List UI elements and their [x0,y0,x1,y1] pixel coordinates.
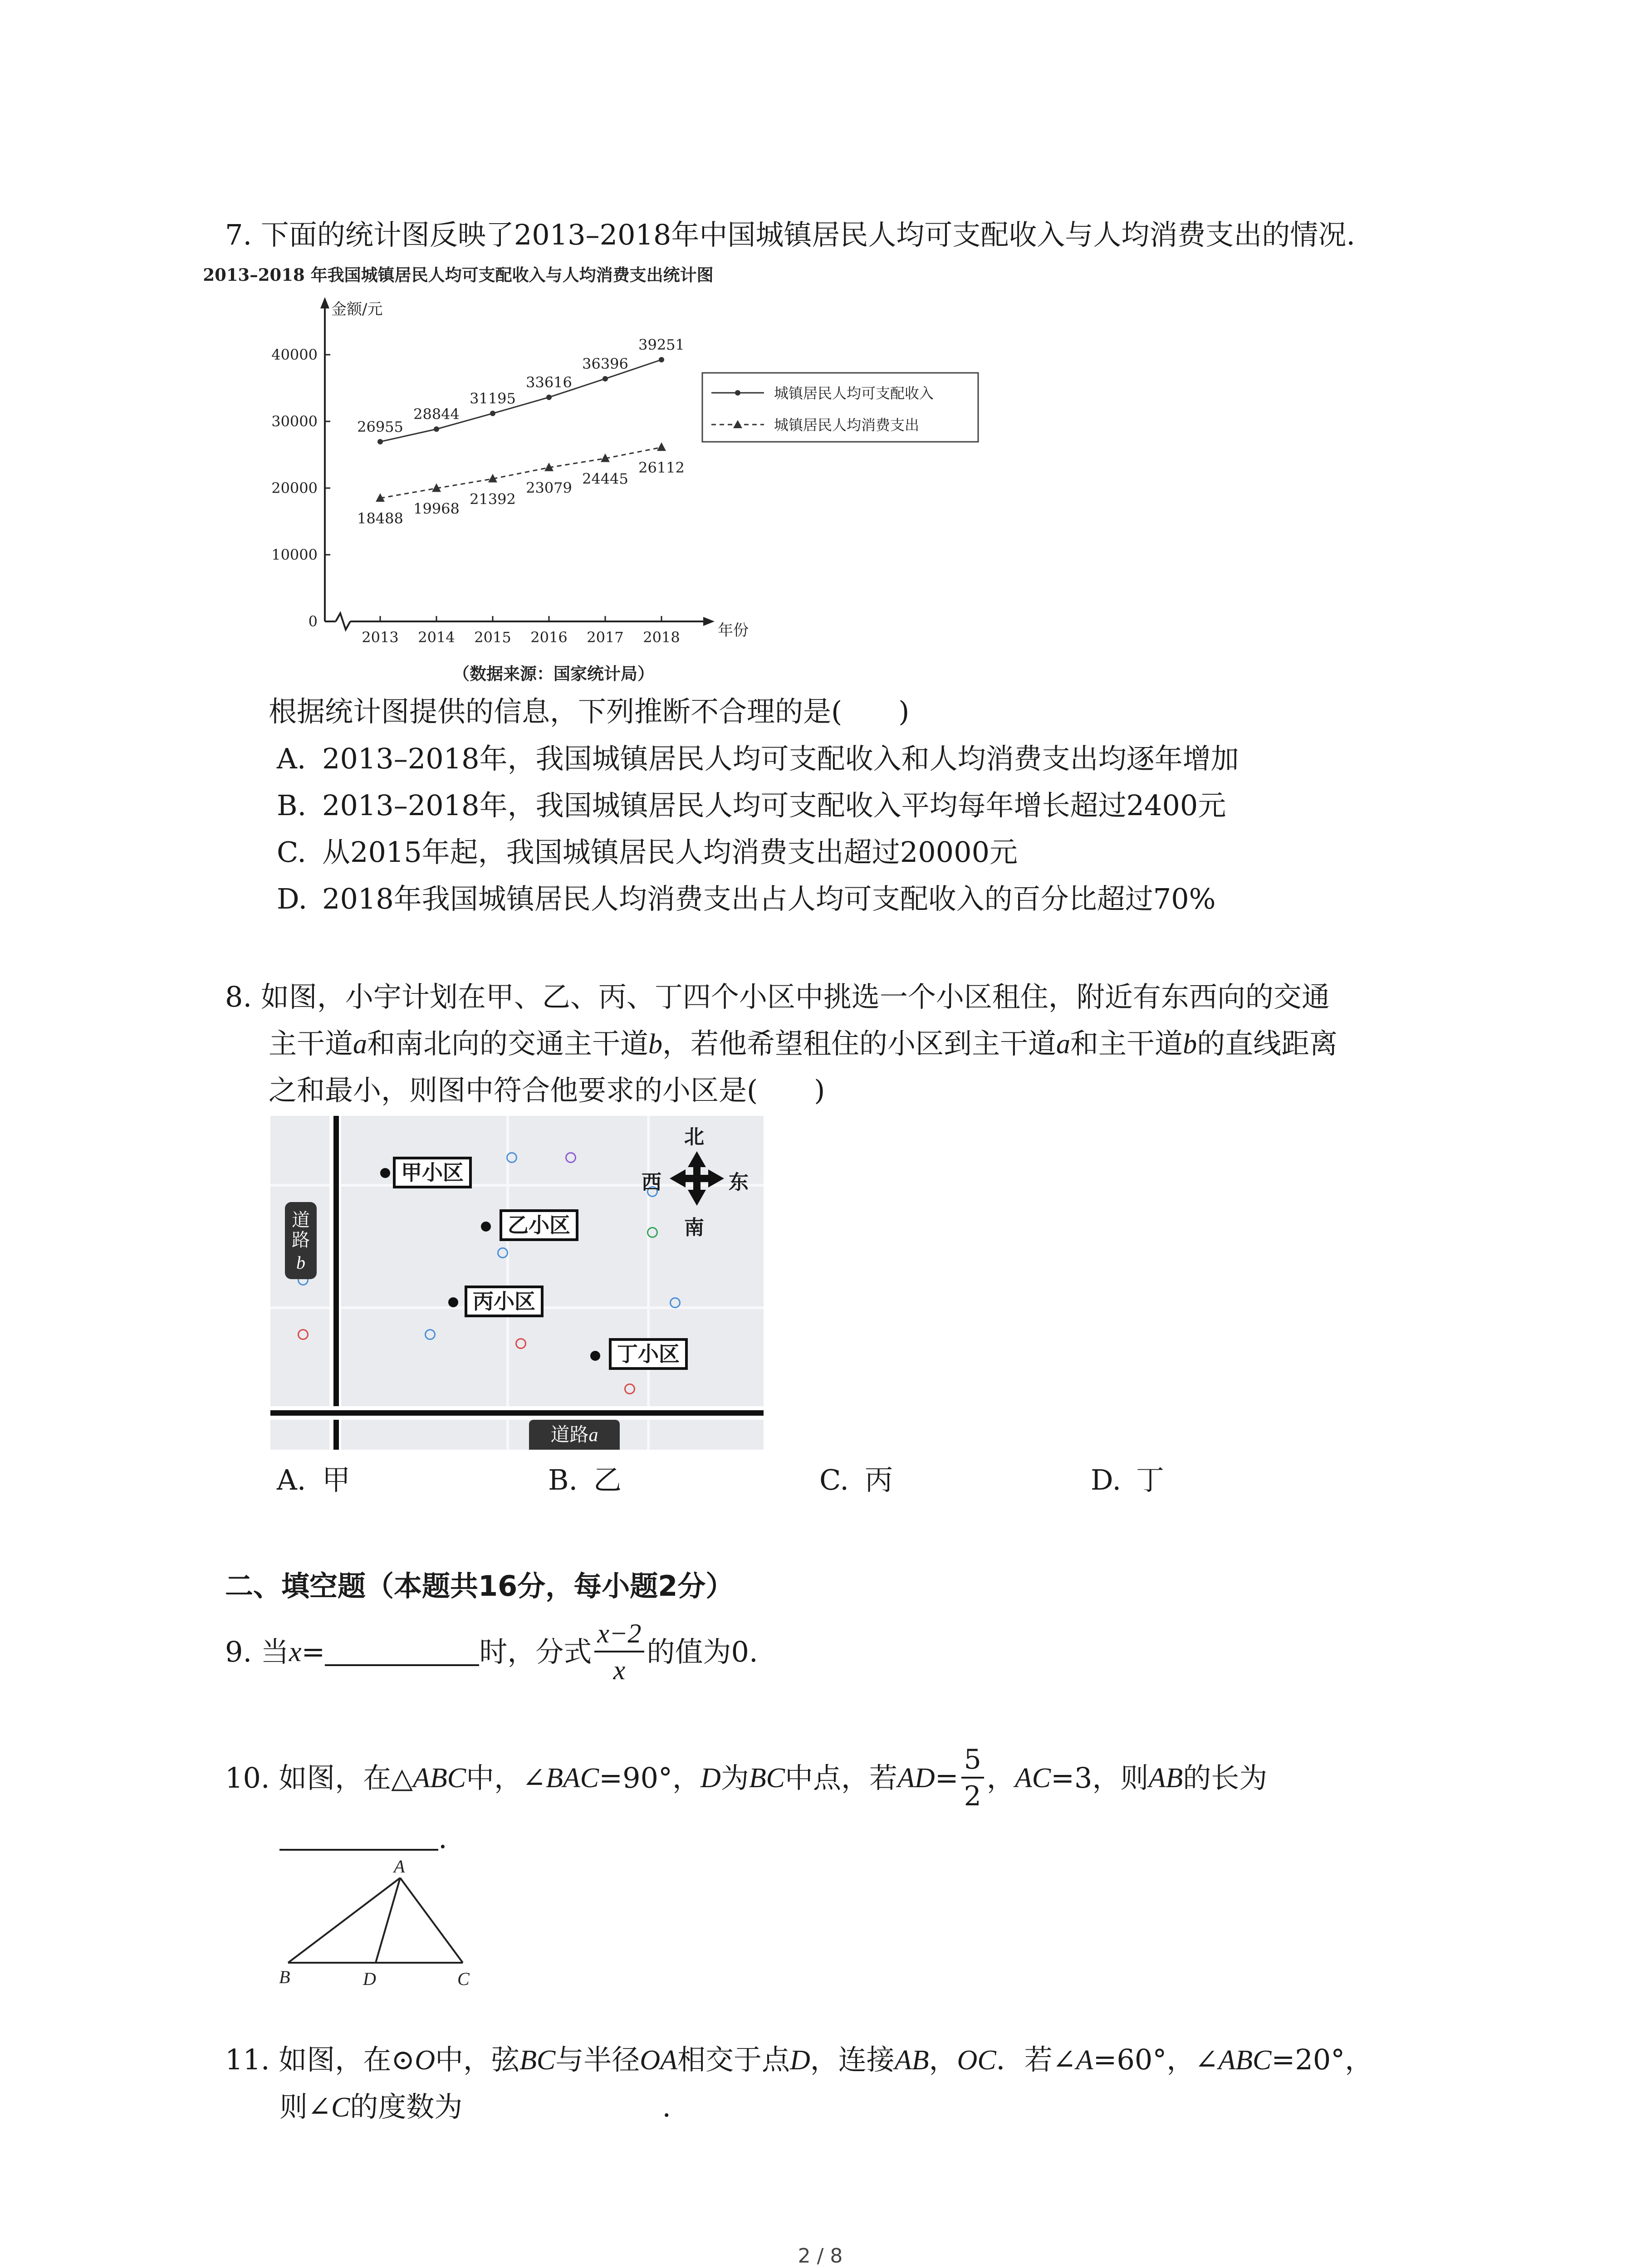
q8-line1: 8. 如图，小宇计划在甲、乙、丙、丁四个小区中挑选一个小区租住，附近有东西向的交通 [225,980,1330,1013]
q10-label-c: C [457,1969,470,1989]
q10-side-ac [400,1878,463,1963]
q10-d: D [700,1763,721,1794]
chart-data-label: 31195 [470,390,516,407]
q11-mid3: 相交于点 [677,2043,790,2076]
q10-mid1: 中，∠ [466,1761,546,1794]
option-letter: D. [277,882,308,915]
option-text: 2013–2018年，我国城镇居民人均可支配收入平均每年增长超过2400元 [322,789,1226,822]
q10-ac: AC [1014,1763,1051,1794]
q10-angle: BAC [546,1763,599,1794]
q11-c: C [331,2092,350,2123]
q9-var: x [289,1637,302,1667]
option-letter: B. [277,789,307,822]
q11-mid7: =20°， [1271,2043,1373,2076]
map-poi-icon [497,1247,508,1258]
q11-line1 [225,2043,1373,2076]
q8-map [270,1116,764,1450]
q8-line2-end: 的直线距离 [1197,1027,1338,1060]
q10-tri: ABC [413,1763,466,1794]
q7-option-a[interactable] [277,742,1239,775]
chart-y-tick-label: 0 [308,613,318,630]
q9-fraction [594,1619,644,1685]
road-b-label-text: 道路 [292,1210,310,1251]
legend-marker-income [735,390,740,396]
chart-point [659,357,664,362]
q10-mid3: 为 [720,1761,749,1794]
q10-figure [272,1855,490,1991]
chart-data-label: 24445 [582,470,628,488]
map-poi-icon [565,1152,576,1163]
chart-data-label: 33616 [526,373,572,391]
chart-y-tick-label: 30000 [271,413,318,430]
q10-median-ad [376,1878,400,1963]
map-poi-icon [425,1329,436,1340]
map-poi-icon [298,1329,309,1340]
q11-line2-mid: 的度数为 [350,2090,463,2123]
compass-west: 西 [642,1171,661,1194]
chart-point [377,439,383,445]
map-poi-icon [506,1152,517,1163]
chart-data-label: 28844 [413,405,460,423]
option-letter: B. [548,1463,578,1496]
q11-pre: 11. 如图，在⊙ [225,2043,415,2076]
q9-frac-den: x [613,1655,626,1685]
q10-comma: ， [986,1761,1015,1794]
chart-y-tick-label: 20000 [271,479,318,497]
road-b-label-var: b [296,1252,305,1273]
compass-east: 东 [729,1171,749,1194]
q10-label-d: D [363,1969,376,1989]
ding-label: 丁小区 [609,1338,688,1370]
q11-oa: OA [640,2045,677,2076]
q7-chart [203,259,1034,694]
road-a-label [529,1420,620,1450]
jia-dot [380,1168,390,1178]
q9-frac-num: x−2 [594,1619,644,1652]
q10 [225,1745,1267,1811]
road-a-label-var: a [588,1425,598,1446]
page-number: 2 / 8 [798,2244,843,2268]
map-poi-icon [647,1227,658,1238]
q8-line2 [269,1027,1338,1060]
map-poi-icon [515,1338,526,1349]
compass-south: 南 [684,1216,704,1239]
option-letter: C. [819,1463,849,1496]
q8-line2-mid3: 和主干道 [1070,1027,1183,1060]
q10-eq: = [935,1761,959,1794]
q8-line2-pre: 主干道 [269,1027,353,1060]
chart-point [434,426,439,432]
q10-pre: 10. 如图，在△ [225,1761,413,1794]
q10-answer-line [279,1824,447,1853]
option-letter: A. [277,1463,306,1496]
q9-pre: 9. 当 [225,1635,289,1668]
chart-x-tick-label: 2016 [530,629,568,646]
q11-mid4: ，连接 [810,2043,895,2076]
q11-line2-pre: 则∠ [279,2090,331,2123]
q10-label-b: B [279,1967,290,1987]
q11-oc: OC [957,2045,996,2076]
q11-a: A [1076,2045,1093,2076]
q7-option-b[interactable] [277,789,1226,822]
chart-x-tick-label: 2015 [474,629,511,646]
q10-ad: AD [897,1763,935,1794]
road-a-line [270,1410,764,1416]
q7-option-c[interactable] [277,836,1018,869]
chart-x-tick-label: 2017 [587,629,624,646]
q11-bc: BC [519,2045,556,2076]
option-text: 2013–2018年，我国城镇居民人均可支配收入和人均消费支出均逐年增加 [322,742,1239,775]
jia-label: 甲小区 [393,1157,472,1188]
option-text: 2018年我国城镇居民人均消费支出占人均可支配收入的百分比超过70% [322,882,1216,915]
chart-data-label: 19968 [413,500,460,518]
q11-mid1: 中，弦 [435,2043,520,2076]
chart-data-label: 26955 [357,418,403,435]
compass-north: 北 [684,1125,704,1149]
legend-label-expense: 城镇居民人均消费支出 [774,416,920,434]
q8-var-a: a [353,1029,367,1060]
bing-label: 丙小区 [465,1286,544,1317]
q10-label-a: A [394,1856,405,1877]
chart-y-arrow [320,297,329,308]
chart-x-tick-label: 2018 [643,629,680,646]
chart-y-tick-label: 40000 [271,346,318,363]
option-text: 甲 [322,1463,351,1496]
q10-side-ab [288,1878,400,1963]
q8-option-b[interactable] [548,1463,622,1496]
chart-x-tick-label: 2014 [418,629,455,646]
q8-line2-mid: 和南北向的交通主干道 [367,1027,649,1060]
q11-line2 [279,2090,671,2123]
q8-line3: 之和最小，则图中符合他要求的小区是( ) [269,1074,825,1107]
chart-point [546,395,552,400]
q10-bc: BC [749,1763,785,1794]
q10-mid4: 中点，若 [785,1761,898,1794]
q11-ab: AB [894,2045,929,2076]
q10-end: . [438,1822,447,1855]
chart-xlabel: 年份 [718,621,749,640]
chart-point [603,376,608,381]
option-letter: D. [1091,1463,1122,1496]
chart-data-label: 21392 [470,490,516,508]
chart-x-arrow [703,617,715,626]
q10-frac-num: 5 [961,1745,984,1779]
q11-abc: ABC [1218,2045,1272,2076]
q7-option-d[interactable] [277,882,1216,915]
q8-line2-mid2: ，若他希望租住的小区到主干道 [662,1027,1057,1060]
q9 [225,1619,758,1685]
road-b-label [285,1202,317,1279]
q11-mid2: 与半径 [555,2043,640,2076]
option-letter: C. [277,836,306,869]
chart-data-label: 18488 [357,510,403,528]
option-letter: A. [277,742,306,775]
map-poi-icon [624,1383,635,1394]
chart-x-axis-break [336,613,350,630]
option-text: 从2015年起，我国城镇居民人均消费支出超过20000元 [322,836,1018,869]
option-text: 丙 [865,1463,893,1496]
q10-post: 的长为 [1183,1761,1268,1794]
map-street [506,1116,509,1450]
q10-ab: AB [1148,1763,1183,1794]
yi-label: 乙小区 [500,1209,578,1241]
chart-point [490,411,495,416]
q11-end: . [662,2090,671,2123]
road-b-line [333,1116,339,1450]
q10-mid2: =90°， [599,1761,701,1794]
q9-eq: = [301,1635,325,1668]
chart-point [657,442,666,451]
chart-data-label: 26112 [638,459,685,477]
q8-option-c[interactable] [819,1463,893,1496]
q10-frac-den: 2 [964,1780,981,1812]
q8-var-b2: b [1183,1029,1197,1060]
compass-arrows-icon [670,1151,724,1206]
chart-x-tick-label: 2013 [362,629,399,646]
ding-dot [590,1351,600,1361]
chart-source: （数据来源：国家统计局） [453,664,654,684]
q11-comma: ， [929,2043,957,2076]
yi-dot [481,1222,491,1232]
chart-title: 2013–2018 年我国城镇居民人均可支配收入与人均消费支出统计图 [203,265,714,285]
option-text: 乙 [593,1463,622,1496]
q11-mid5: ．若∠ [996,2043,1076,2076]
q7-stem: 7. 下面的统计图反映了2013–2018年中国城镇居民人均可支配收入与人均消费支出的情况. [225,218,1356,251]
q8-option-a[interactable] [277,1463,351,1496]
chart-y-tick-label: 10000 [271,546,318,563]
chart-data-label: 39251 [638,336,685,354]
section2-title: 二、填空题（本题共16分，每小题2分） [225,1569,734,1603]
q10-answer-blank[interactable] [279,1826,438,1851]
q9-post: 的值为0. [647,1635,758,1668]
option-text: 丁 [1136,1463,1165,1496]
q11-mid6: =60°，∠ [1093,2043,1219,2076]
chart-ylabel: 金额/元 [331,300,383,318]
chart-data-label: 23079 [526,479,572,497]
q8-option-d[interactable] [1091,1463,1165,1496]
q11-d: D [789,2045,810,2076]
map-poi-icon [670,1297,681,1308]
legend-label-income: 城镇居民人均可支配收入 [774,385,934,402]
road-a-label-text: 道路 [550,1423,589,1446]
chart-data-label: 36396 [582,355,628,372]
q11-o: O [415,2045,436,2076]
q10-mid5: =3，则 [1051,1761,1149,1794]
q10-fraction [961,1745,984,1811]
bing-dot [448,1297,458,1307]
q9-mid: 时，分式 [479,1635,592,1668]
q7-prompt: 根据统计图提供的信息，下列推断不合理的是( ) [269,695,910,728]
q8-var-a2: a [1056,1029,1071,1060]
q8-var-b: b [648,1029,663,1060]
q9-answer-blank[interactable] [325,1638,479,1666]
